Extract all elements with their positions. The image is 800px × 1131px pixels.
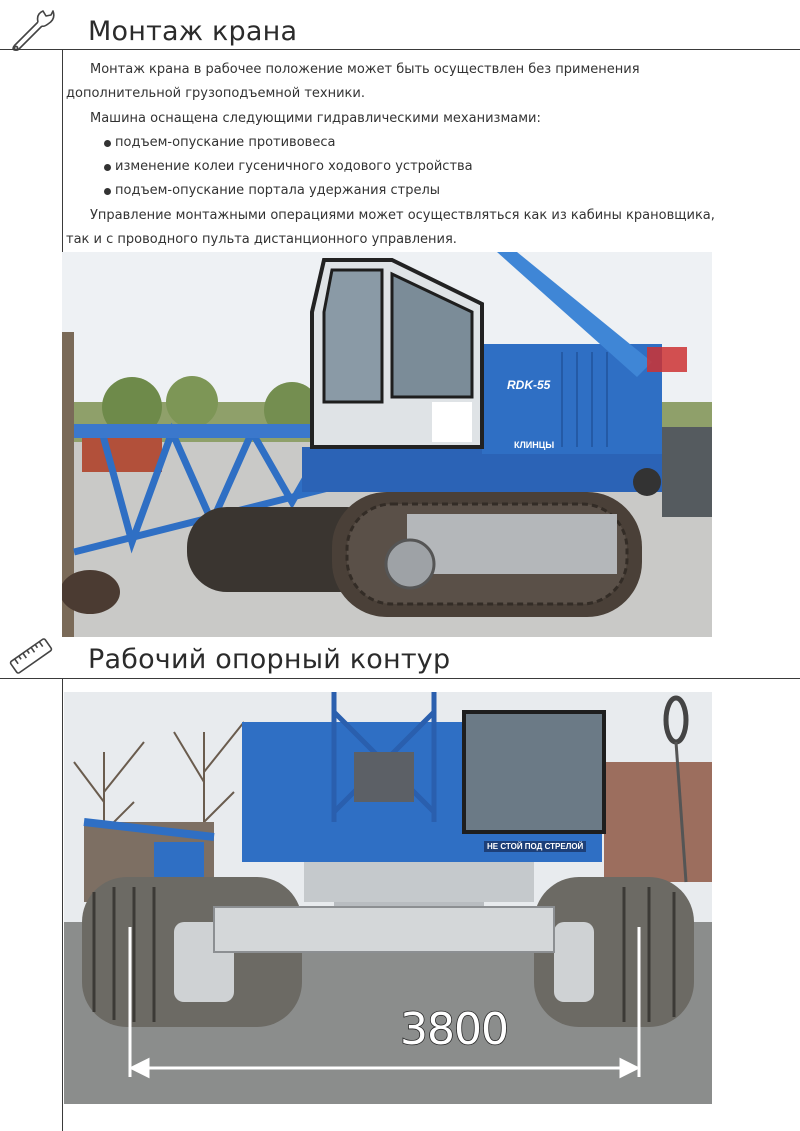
paragraph: Монтаж крана в рабочее положение может быть осуществлен без применения дополнительной грузоподъемной техники. — [66, 62, 640, 102]
crane-photo — [62, 252, 712, 637]
wrench-icon — [8, 8, 56, 52]
list-item: подъем-опускание портала удержания стрелы — [104, 179, 726, 203]
track-width-photo — [64, 692, 712, 1104]
ruler-icon — [8, 634, 54, 678]
section-rule — [0, 678, 800, 679]
section-rule — [0, 49, 800, 50]
section-side-rule — [62, 678, 63, 1131]
model-label: RDK-55 — [507, 378, 551, 392]
montage-description — [66, 58, 726, 252]
section-title-contour: Рабочий опорный контур — [88, 644, 451, 675]
mechanism-list — [66, 131, 726, 204]
brand-label: КЛИНЦЫ — [514, 440, 555, 450]
warning-sign: НЕ СТОЙ ПОД СТРЕЛОЙ — [484, 841, 586, 852]
section-title-montage: Монтаж крана — [88, 16, 298, 47]
list-item: изменение колеи гусеничного ходового устройства — [104, 155, 726, 179]
list-item: подъем-опускание противовеса — [104, 131, 726, 155]
track-width-value: 3800 — [400, 1004, 508, 1055]
paragraph: Машина оснащена следующими гидравлическими механизмами: — [90, 110, 541, 126]
paragraph: Управление монтажными операциями может осуществляться как из кабины крановщика, так и с проводного пульта дистанционного управления. — [66, 207, 715, 248]
